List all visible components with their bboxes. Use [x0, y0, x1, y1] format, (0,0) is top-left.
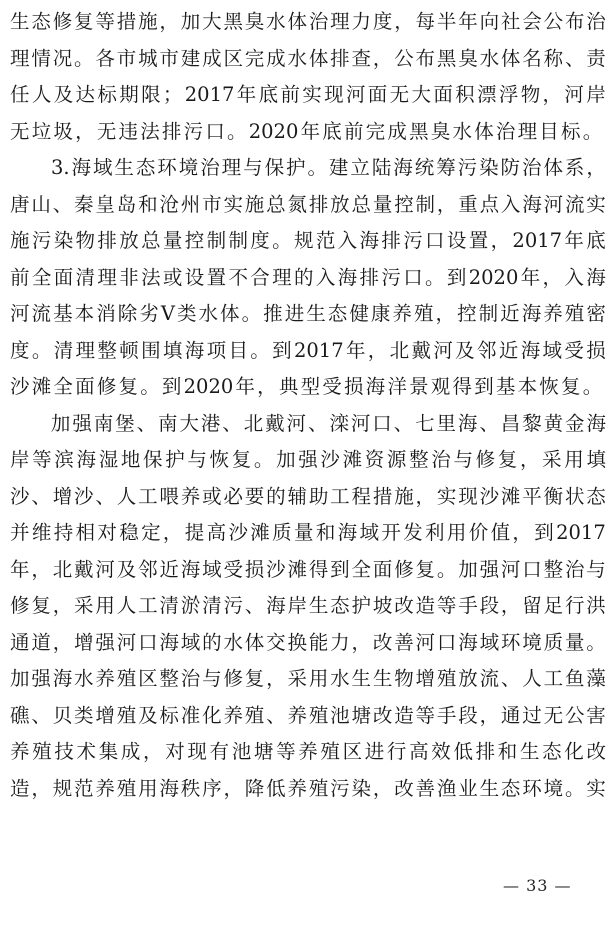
text-line: 养 殖 技 术 集 成 ， 对 现 有 池 塘 等 养 殖 区 进 行 高 效 低 排 和 生 态 化 改 [10, 740, 606, 763]
text-line: 年 ， 北 戴 河 及 邻 近 海 域 受 损 沙 滩 得 到 全 面 修 复 。 加 强 河 口 整 治 与 [10, 557, 606, 581]
text-line: 度 。 清 理 整 顿 围 填 海 项 目 。 到 2017 年 ， 北 戴 河 及 邻 近 海 域 受 损 [10, 338, 606, 362]
text-line: 岸 等 滨 海 湿 地 保 护 与 恢 复 。 加 强 沙 滩 资 源 整 治 与 修 复 ， 采 用 填 [10, 448, 606, 471]
text-line: 加 强 海 水 养 殖 区 整 治 与 修 复 ， 采 用 水 生 生 物 增 殖 放 流 、 人 工 鱼 藻 [10, 667, 606, 690]
paragraph-indent [10, 150, 49, 187]
page-number: — 33 — [503, 876, 572, 895]
text-line: 理 情 况 。 各 市 城 市 建 成 区 完 成 水 体 排 查 ， 公 布 黑 臭 水 体 名 称 、 责 [10, 46, 606, 70]
paragraph-indent [10, 406, 49, 443]
text-line: 造 ， 规 范 养 殖 用 海 秩 序 ， 降 低 养 殖 污 染 ， 改 善 渔 业 生 态 环 境 。 实 [10, 776, 606, 800]
text-line: 并 维 持 相 对 稳 定 ， 提 高 沙 滩 质 量 和 海 域 开 发 利 用 价 值 ， 到 2017 [10, 521, 606, 544]
text-line: 加 强 南 堡 、 南 大 港 、 北 戴 河 、 滦 河 口 、 七 里 海 、 昌 黎 黄 金 海 [10, 406, 606, 443]
text-line: 修 复 ， 采 用 人 工 清 淤 清 污 、 海 岸 生 态 护 坡 改 造 等 手 段 ， 留 足 行 洪 [10, 594, 606, 617]
text-line: 河 流 基 本 消 除 劣 Ⅴ 类 水 体 。 推 进 生 态 健 康 养 殖 ， 控 制 近 海 养 殖 密 [10, 302, 606, 325]
text-line: 无 垃 圾 ， 无 违 法 排 污 口 。 2020 年 底 前 完 成 黑 臭 水 体 治 理 目 标 。 [10, 119, 603, 143]
text-line: 3. 海 域 生 态 环 境 治 理 与 保 护 。 建 立 陆 海 统 筹 污 染 防 治 体 系 ， [10, 150, 606, 187]
text-line: 礁 、 贝 类 增 殖 及 标 准 化 养 殖 、 养 殖 池 塘 改 造 等 手 段 ， 通 过 无 公 害 [10, 703, 606, 727]
document-body [10, 4, 606, 807]
text-line: 施 污 染 物 排 放 总 量 控 制 制 度 。 规 范 入 海 排 污 口 设 置 ， 2017 年 底 [10, 229, 606, 252]
text-line: 沙 滩 全 面 修 复 。 到 2020 年 ， 典 型 受 损 海 洋 景 观 得 到 基 本 恢 复 。 [10, 375, 603, 398]
text-line: 通 道 ， 增 强 河 口 海 域 的 水 体 交 换 能 力 ， 改 善 河 口 海 域 环 境 质 量 。 [10, 630, 606, 654]
text-line: 任 人 及 达 标 期 限 ； 2017 年 底 前 实 现 河 面 无 大 面 积 漂 浮 物 ， 河 岸 [10, 83, 606, 106]
text-line: 唐 山 、 秦 皇 岛 和 沧 州 市 实 施 总 氮 排 放 总 量 控 制 ， 重 点 入 海 河 流 实 [10, 192, 606, 216]
text-line: 生 态 修 复 等 措 施 ， 加 大 黑 臭 水 体 治 理 力 度 ， 每 半 年 向 社 会 公 布 治 [10, 10, 606, 33]
text-line: 沙 、 增 沙 、 人 工 喂 养 或 必 要 的 辅 助 工 程 措 施 ， 实 现 沙 滩 平 衡 状 态 [10, 484, 606, 508]
text-line: 前 全 面 清 理 非 法 或 设 置 不 合 理 的 入 海 排 污 口 。 到 2020 年 ， 入 海 [10, 265, 606, 289]
